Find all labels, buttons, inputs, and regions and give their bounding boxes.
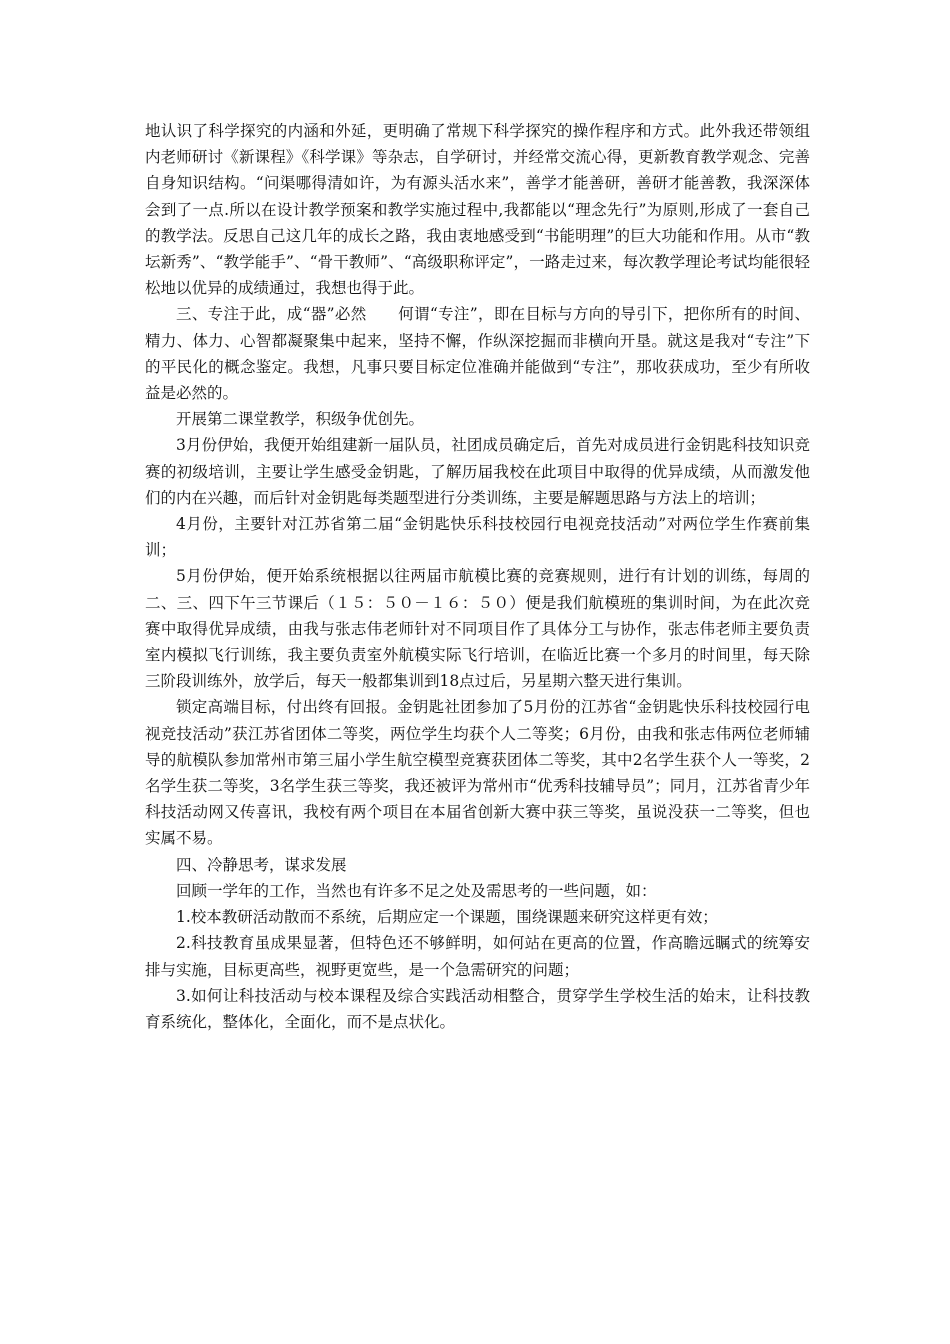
paragraph-continued-reflection: 地认识了科学探究的内涵和外延，更明确了常规下科学探究的操作程序和方式。此外我还带领组内老师研讨《新课程》《科学课》等杂志，自学研讨，并经常交流心得，更新教育教学观念、完善自身知识结构。“问渠哪得清如许，为有源头活水来”，善学才能善研，善研才能善教，我深深体会到了一点.所以在设计教学预案和教学实施过程中,我都能以“理念先行”为原则,形成了一套自己的教学法。反思自己这几年的成长之路，我由衷地感受到“书能明理”的巨大功能和作用。从市“教坛新秀”、“教学能手”、“骨干教师”、“高级职称评定”，一路走过来，每次教学理论考试均能很轻松地以优异的成绩通过，我想也得于此。: [145, 122, 810, 298]
paragraph-may: 5月份伊始，便开始系统根据以往两届市航模比赛的竞赛规则，进行有计划的训练，每周的二、三、四下午三节课后（１５：５０－１６：５０）便是我们航模班的集训时间，为在此次竞赛中取得优异成绩，由我与张志伟老师针对不同项目作了具体分工与协作，张志伟老师主要负责室内模拟飞行训练，我主要负责室外航模实际飞行培训，在临近比赛一个多月的时间里，每天除三阶段训练外，放学后，每天一般都集训到18点过后，另星期六整天进行集训。: [145, 567, 810, 691]
paragraph-march: 3月份伊始，我便开始组建新一届队员，社团成员确定后，首先对成员进行金钥匙科技知识竞赛的初级培训，主要让学生感受金钥匙，了解历届我校在此项目中取得的优异成绩，从而激发他们的内在兴趣，而后针对金钥匙每类题型进行分类训练，主要是解题思路与方法上的培训；: [145, 436, 810, 507]
list-item-2: 2.科技教育虽成果显著，但特色还不够鲜明，如何站在更高的位置，作高瞻远瞩式的统筹安排与实施，目标更高些，视野更宽些，是一个急需研究的问题；: [145, 934, 810, 979]
heading-section-four: 四、冷静思考，谋求发展: [176, 855, 347, 874]
list-item-1: 1.校本教研活动散而不系统，后期应定一个课题，围绕课题来研究这样更有效；: [176, 908, 718, 927]
paragraph-second-classroom: 开展第二课堂教学，积级争优创先。: [176, 410, 425, 429]
list-item-3: 3.如何让科技活动与校本课程及综合实践活动相整合，贯穿学生学校生活的始末，让科技教育系统化，整体化，全面化，而不是点状化。: [145, 986, 810, 1031]
paragraph-section-three-focus: 三、专注于此，成“器”必然 何谓“专注”，即在目标与方向的导引下，把你所有的时间、精力、体力、心智都凝聚集中起来，坚持不懈，作纵深挖掘而非横向开垦。就这是我对“专注”下的平民化的概念鉴定。我想，凡事只要目标定位准确并能做到“专注”，那收获成功，至少有所收益是必然的。: [145, 305, 810, 403]
paragraph-results: 锁定高端目标，付出终有回报。金钥匙社团参加了5月份的江苏省“金钥匙快乐科技校园行电视竞技活动”获江苏省团体二等奖，两位学生均获个人二等奖；6月份，由我和张志伟两位老师辅导的航模队参加常州市第三届小学生航空模型竞赛获团体二等奖，其中2名学生获个人一等奖，2名学生获二等奖，3名学生获三等奖，我还被评为常州市“优秀科技辅导员”；同月，江苏省青少年科技活动网又传喜讯，我校有两个项目在本届省创新大赛中获三等奖，虽说没获一二等奖，但也实属不易。: [145, 698, 810, 848]
paragraph-april: 4月份，主要针对江苏省第二届“金钥匙快乐科技校园行电视竞技活动”对两位学生作赛前集训；: [145, 515, 810, 560]
document-body: [145, 118, 810, 1035]
paragraph-review: 回顾一学年的工作，当然也有许多不足之处及需思考的一些问题，如：: [176, 881, 657, 900]
